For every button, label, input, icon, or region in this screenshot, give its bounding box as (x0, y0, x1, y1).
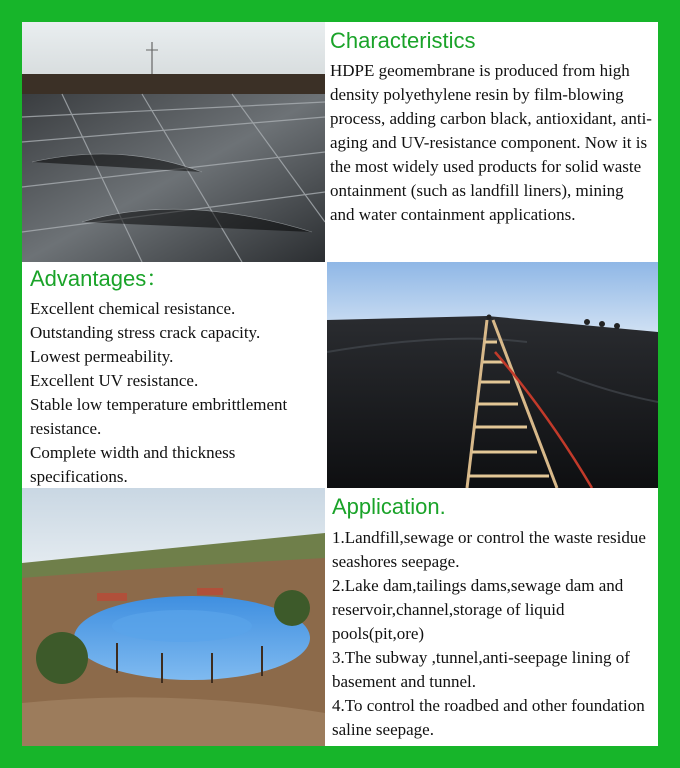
advantages-panel (22, 262, 327, 488)
geomembrane-slope-photo (22, 22, 325, 262)
application-photo-panel (22, 488, 325, 746)
list-item: Excellent chemical resistance. (30, 299, 236, 318)
list-item: 3.The subway ,tunnel,anti-seepage lining of basement and tunnel. (332, 648, 630, 691)
list-item: Lowest permeability. (30, 347, 174, 366)
application-panel (325, 488, 658, 746)
list-item: 4.To control the roadbed and other foundation saline seepage. (332, 696, 645, 739)
application-title: Application. (332, 494, 446, 519)
list-item: 1.Landfill,sewage or control the waste residue seashores seepage. (332, 528, 646, 571)
advantages-list (30, 297, 325, 488)
characteristics-title: Characteristics (330, 28, 476, 53)
lined-reservoir-photo (22, 488, 325, 746)
list-item: Outstanding stress crack capacity. (30, 323, 261, 342)
characteristics-body: HDPE geomembrane is produced from high density polyethylene resin by film-blowing process, adding carbon black, antioxidant, anti-aging and UV-resistance component. Now it is the most widely used products for solid waste ontainment (such as landfill liners), mining and water containment applications. (330, 61, 652, 224)
list-item: Complete width and thickness specifications. (30, 443, 236, 486)
list-item: 2.Lake dam,tailings dams,sewage dam and reservoir,channel,storage of liquid pools(pit,ore) (332, 576, 624, 643)
advantages-title: Advantages： (30, 266, 169, 291)
advantages-photo-panel (327, 262, 658, 488)
characteristics-panel (325, 22, 658, 262)
application-list (332, 526, 654, 742)
ladder-on-liner-photo (327, 262, 658, 488)
list-item: Excellent UV resistance. (30, 371, 199, 390)
characteristics-photo-panel (22, 22, 325, 262)
list-item: Stable low temperature embrittlement resistance. (30, 395, 288, 438)
